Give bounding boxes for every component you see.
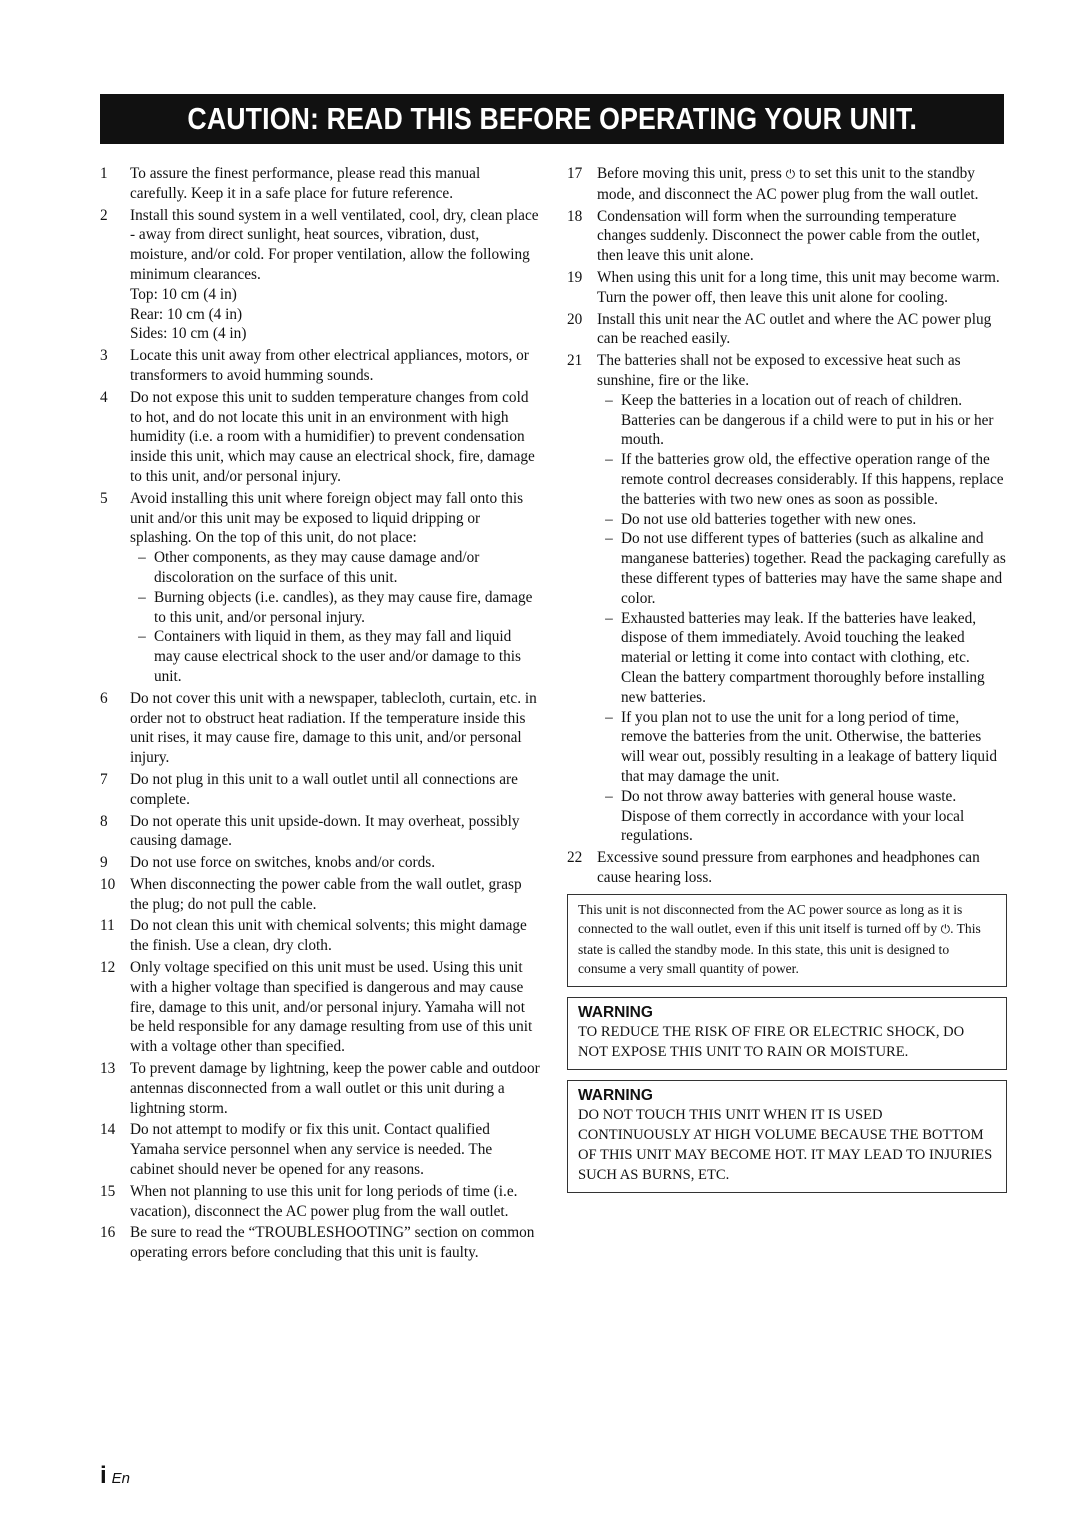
left-column — [100, 164, 540, 1265]
list-item-11 — [100, 916, 540, 956]
item-number: 12 — [100, 959, 116, 977]
dash-bullet: – — [138, 628, 146, 646]
item-number: 13 — [100, 1060, 116, 1078]
item-number: 3 — [100, 347, 108, 365]
standby-note-before: This unit is not disconnected from the AC power source as long as it is connected to the wall outlet, even if this unit itself is turned off by — [578, 901, 963, 937]
sub-item-text: If the batteries grow old, the effective operation range of the remote control decreases considerably. If this happens, replace the batteries with two new ones as soon as possible. — [621, 451, 1004, 508]
warning-title: WARNING — [578, 1087, 653, 1105]
item-text — [130, 770, 540, 810]
item-line: When disconnecting the power cable from the wall outlet, grasp the plug; do not pull the cable. — [130, 875, 522, 913]
item-line: Install this unit near the AC outlet and where the AC power plug can be reached easily. — [597, 310, 992, 348]
dash-bullet: – — [138, 549, 146, 567]
item-number: 5 — [100, 489, 108, 507]
item-text — [130, 206, 540, 345]
list-item-5 — [100, 489, 540, 687]
right-column — [567, 164, 1007, 1193]
sub-item-text: Do not use old batteries together with new ones. — [621, 510, 917, 528]
item-number: 14 — [100, 1121, 116, 1139]
item-text — [130, 489, 540, 687]
sub-item-text: Exhausted batteries may leak. If the batteries have leaked, dispose of them immediately. Avoid touching the leaked material or letting it come into contact with clothing, etc. Clean the battery compartment thoroughly before installing new batteries. — [621, 609, 985, 706]
item-text — [130, 1182, 540, 1222]
item-text — [597, 164, 1007, 205]
dash-bullet: – — [605, 787, 613, 805]
item-text — [130, 1059, 540, 1118]
item-line: Do not plug in this unit to a wall outlet until all connections are complete. — [130, 770, 518, 808]
sub-item-text: Keep the batteries in a location out of reach of children. Batteries can be dangerous if a child were to put in his or her mouth. — [621, 391, 994, 449]
item-number: 19 — [567, 268, 583, 286]
caution-banner — [100, 94, 1004, 144]
list-item-3 — [100, 346, 540, 386]
list-item-21 — [567, 351, 1007, 846]
item-number: 16 — [100, 1224, 116, 1242]
item-number: 2 — [100, 206, 108, 224]
sub-item-text: Other components, as they may cause damage and/or discoloration on the surface of this unit. — [154, 549, 480, 586]
sub-item — [130, 548, 540, 588]
sub-item — [597, 609, 1007, 708]
list-item-10 — [100, 875, 540, 915]
list-item-8 — [100, 812, 540, 852]
sub-item-text: Do not use different types of batteries (such as alkaline and manganese batteries) together. Read the packaging carefully as these different types of batteries may have the same shape and color. — [621, 530, 1006, 607]
list-item-18 — [567, 207, 1007, 266]
list-item-14 — [100, 1120, 540, 1179]
item-line: Do not cover this unit with a newspaper, tablecloth, curtain, etc. in order not to obstruct heat radiation. If the temperature inside this unit rises, it may cause fire, damage to this unit, and/or personal injury. — [130, 689, 537, 767]
item-number: 9 — [100, 854, 108, 872]
item-line: Do not use force on switches, knobs and/or cords. — [130, 854, 436, 872]
item-text — [130, 388, 540, 487]
item17-text-before: Before moving this unit, press — [597, 165, 782, 182]
dash-bullet: – — [605, 510, 613, 528]
right-list — [567, 207, 1007, 888]
item-number: 11 — [100, 917, 115, 935]
page-title: CAUTION: READ THIS BEFORE OPERATING YOUR UNIT. — [187, 101, 917, 136]
page-number: i — [100, 1462, 107, 1489]
list-item-13 — [100, 1059, 540, 1118]
warning-box-rain — [567, 997, 1007, 1070]
item-number: 1 — [100, 165, 108, 182]
list-item-15 — [100, 1182, 540, 1222]
item-line: Do not clean this unit with chemical solvents; this might damage the finish. Use a clean, dry cloth. — [130, 917, 527, 955]
item-number: 15 — [100, 1182, 116, 1200]
item-line: Rear: 10 cm (4 in) — [130, 305, 243, 323]
sub-item — [597, 787, 1007, 846]
item-text — [130, 916, 540, 956]
language-label: En — [111, 1470, 131, 1487]
item-line: When not planning to use this unit for long periods of time (i.e. vacation), disconnect the AC power plug from the wall outlet. — [130, 1182, 518, 1220]
list-item-1 — [100, 164, 540, 204]
warning-body: DO NOT TOUCH THIS UNIT WHEN IT IS USED CONTINUOUSLY AT HIGH VOLUME BECAUSE THE BOTTOM OF THIS UNIT MAY BECOME HOT. IT MAY LEAD TO INJURIES SUCH AS BURNS, ETC. — [578, 1107, 993, 1184]
item-line: Excessive sound pressure from earphones and headphones can cause hearing loss. — [597, 849, 980, 886]
item-text — [130, 689, 540, 768]
dash-bullet: – — [605, 391, 613, 409]
sub-item — [130, 588, 540, 628]
item-line: Install this sound system in a well ventilated, cool, dry, clean place - away from direct sunlight, heat sources, vibration, dust, moisture, and/or cold. For proper ventilation, allow the following minimum clearances. — [130, 206, 539, 283]
dash-bullet: – — [605, 609, 613, 627]
power-icon: ⏻ — [940, 922, 951, 937]
item-number: 20 — [567, 310, 583, 328]
item-number: 17 — [567, 165, 583, 182]
list-item-4 — [100, 388, 540, 487]
warning-body: TO REDUCE THE RISK OF FIRE OR ELECTRIC SHOCK, DO NOT EXPOSE THIS UNIT TO RAIN OR MOISTURE. — [578, 1024, 965, 1061]
list-item-12 — [100, 958, 540, 1057]
item-line: Sides: 10 cm (4 in) — [130, 325, 247, 343]
list-item-16 — [100, 1223, 540, 1263]
sub-item — [597, 510, 1007, 530]
item-text — [130, 346, 540, 386]
dash-bullet: – — [605, 530, 613, 548]
dash-bullet: – — [605, 451, 613, 469]
item-text — [597, 848, 1007, 888]
power-icon: ⏻ — [785, 167, 796, 181]
standby-note-after: . This state is called the standby mode. In this state, this unit is designed to consume a very small quantity of power. — [578, 921, 981, 977]
sub-item-text: Containers with liquid in them, as they may fall and liquid may cause electrical shock to the user and/or damage to this unit. — [154, 628, 521, 685]
item-text — [130, 853, 540, 873]
item-number: 6 — [100, 689, 108, 707]
sub-item — [597, 391, 1007, 450]
item-number: 8 — [100, 812, 108, 830]
item-number: 22 — [567, 849, 583, 867]
page-footer — [100, 1462, 130, 1490]
item-line: Condensation will form when the surrounding temperature changes suddenly. Disconnect the power cable from the outlet, then leave this unit alone. — [597, 207, 981, 265]
warning-title: WARNING — [578, 1004, 653, 1022]
item-number: 21 — [567, 352, 583, 370]
sub-item-text: If you plan not to use the unit for a long period of time, remove the batteries from the unit. Otherwise, the batteries will wear out, possibly resulting in a leakage of battery liquid that may damage the unit. — [621, 708, 997, 785]
list-item-20 — [567, 310, 1007, 350]
list-item-17 — [567, 164, 1007, 205]
sub-item — [130, 627, 540, 686]
item-line: Top: 10 cm (4 in) — [130, 285, 237, 303]
list-item-2 — [100, 206, 540, 345]
item-text — [597, 268, 1007, 308]
item-line: Only voltage specified on this unit must be used. Using this unit with a higher voltage than specified is dangerous and may cause fire, damage to this unit, and/or personal injury. Yamaha will not be held responsible for any damage resulting from use of this unit with a voltage other than specified. — [130, 959, 533, 1056]
standby-note-box — [567, 894, 1007, 987]
item-line: Do not expose this unit to sudden temperature changes from cold to hot, and do not locate this unit in an environment with high humidity (i.e. a room with a humidifier) to prevent condensation inside this unit, which may cause an electrical shock, fire, damage to this unit, and/or personal injury. — [130, 388, 535, 485]
item-number: 4 — [100, 388, 108, 406]
item-line: Avoid installing this unit where foreign object may fall onto this unit and/or this unit may be exposed to liquid dripping or splashing. On the top of this unit, do not place: — [130, 489, 524, 547]
item-text — [597, 310, 1007, 350]
item-line: To prevent damage by lightning, keep the power cable and outdoor antennas disconnected from a wall outlet or this unit during a lightning storm. — [130, 1060, 540, 1117]
dash-bullet: – — [605, 708, 613, 726]
list-item-7 — [100, 770, 540, 810]
item-number: 18 — [567, 207, 583, 225]
sub-item — [597, 450, 1007, 509]
item-line: Be sure to read the “TROUBLESHOOTING” section on common operating errors before concluding that this unit is faulty. — [130, 1224, 535, 1262]
item-text — [130, 164, 540, 204]
sub-item — [597, 529, 1007, 608]
list-item-22 — [567, 848, 1007, 888]
item-text — [597, 207, 1007, 266]
sub-item-text: Do not throw away batteries with general house waste. Dispose of them correctly in accordance with your local regulations. — [621, 787, 965, 845]
item-text — [597, 351, 1007, 846]
item-text — [130, 1223, 540, 1263]
item-text — [130, 958, 540, 1057]
item-line: When using this unit for a long time, this unit may become warm. Turn the power off, then leave this unit alone for cooling. — [597, 268, 1000, 306]
item-line: Do not operate this unit upside-down. It may overheat, possibly causing damage. — [130, 812, 520, 850]
sub-item-text: Burning objects (i.e. candles), as they may cause fire, damage to this unit, and/or personal injury. — [154, 588, 533, 626]
list-item-6 — [100, 689, 540, 768]
item-number: 10 — [100, 875, 116, 893]
warning-box-heat — [567, 1080, 1007, 1193]
sub-item — [597, 708, 1007, 787]
list-item-19 — [567, 268, 1007, 308]
item-number: 7 — [100, 770, 108, 788]
item-line: Do not attempt to modify or fix this unit. Contact qualified Yamaha service personnel when any service is needed. The cabinet should never be opened for any reasons. — [130, 1121, 493, 1179]
item-line: The batteries shall not be exposed to excessive heat such as sunshine, fire or the like. — [597, 352, 961, 389]
dash-bullet: – — [138, 588, 146, 606]
item-line: To assure the finest performance, please read this manual carefully. Keep it in a safe place for future reference. — [130, 165, 481, 202]
item17-text-after: to set this unit to the standby mode, and disconnect the AC power plug from the wall outlet. — [597, 165, 979, 203]
item-text — [130, 812, 540, 852]
item-text — [130, 1120, 540, 1179]
list-item-9 — [100, 853, 540, 873]
item-line: Locate this unit away from other electrical appliances, motors, or transformers to avoid humming sounds. — [130, 347, 529, 384]
item-text — [130, 875, 540, 915]
